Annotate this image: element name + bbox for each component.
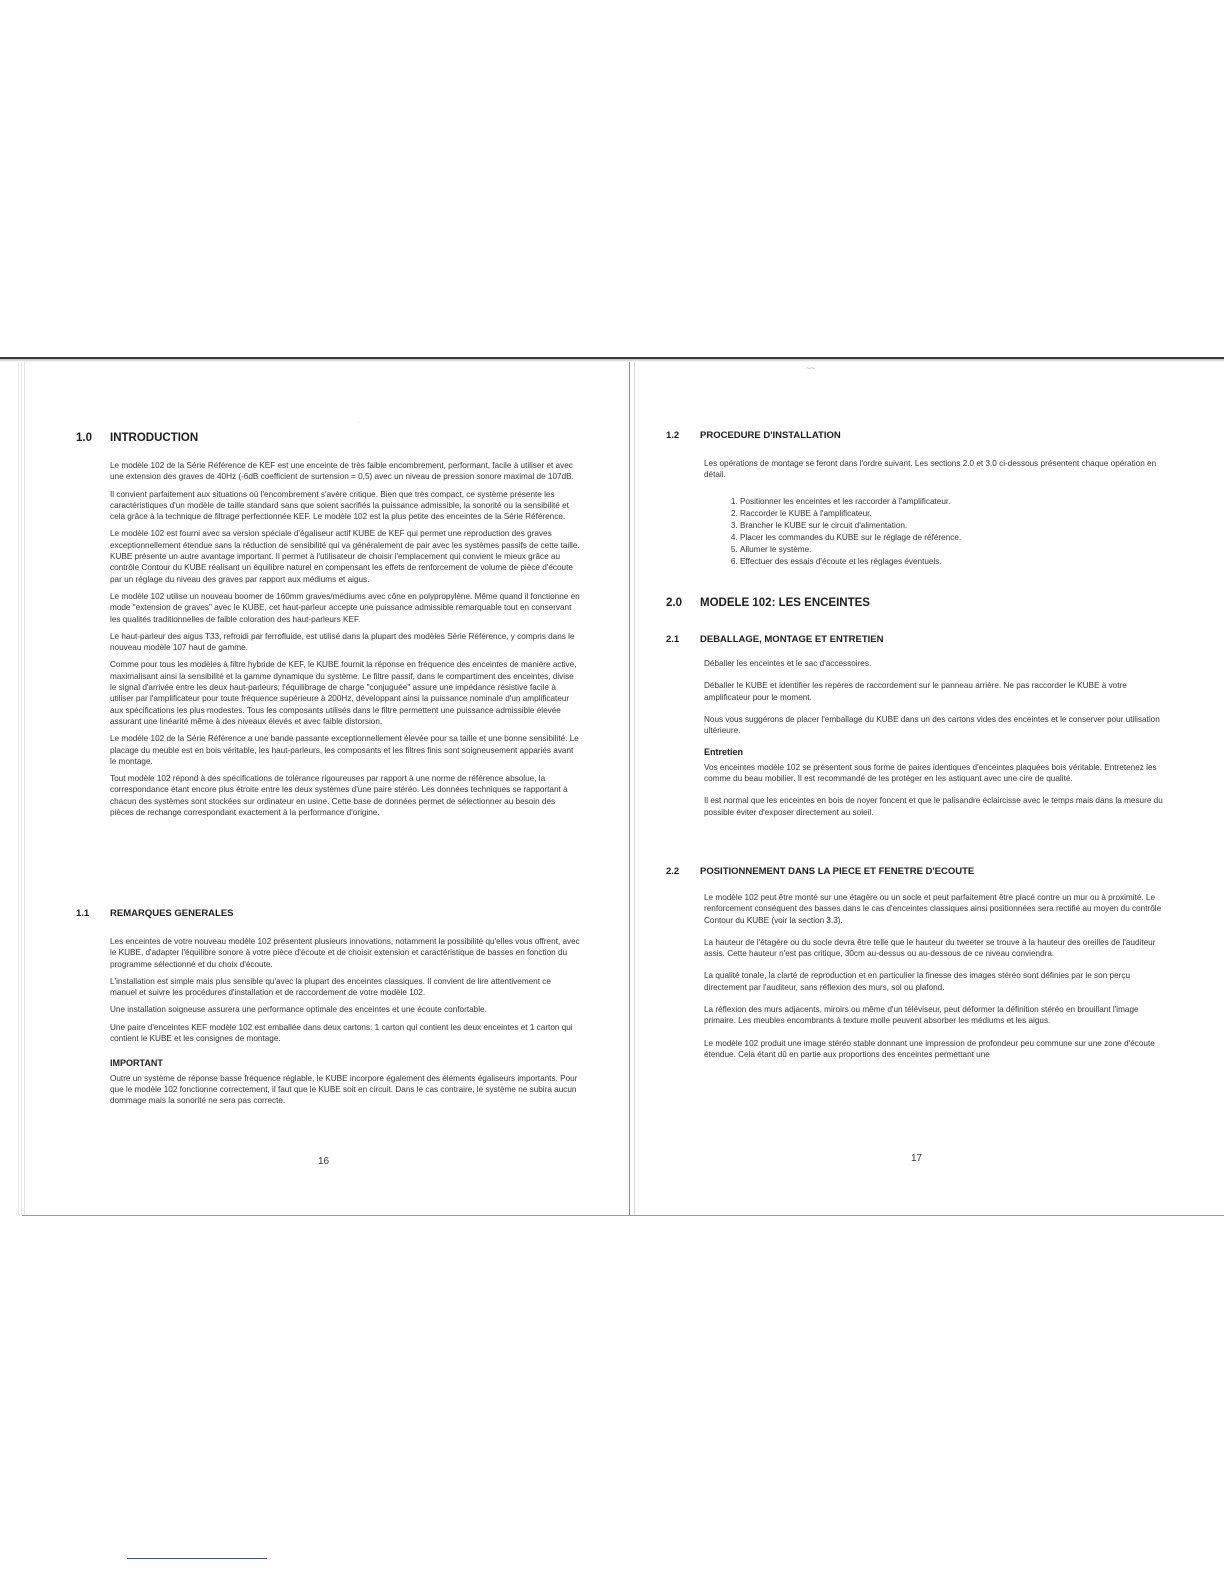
section-title: INTRODUCTION bbox=[110, 432, 199, 444]
maintenance-heading: Entretien bbox=[704, 747, 744, 758]
important-heading: IMPORTANT bbox=[110, 1058, 163, 1069]
section-number: 1.0 bbox=[76, 432, 92, 444]
page-edge-left bbox=[18, 362, 26, 1215]
paragraph: Vos enceintes modèle 102 se présentent sous forme de paires identiques d'enceintes plaquées bois véritable. Entretenez les comme du beau mobilier. Il est recommandé de les protéger en les astiquant avec une cire de qualité. bbox=[704, 762, 1157, 784]
section-heading-1-0 bbox=[76, 432, 198, 444]
page-number: 16 bbox=[318, 1156, 330, 1167]
paragraph: Le modèle 102 produit une image stéréo stable donnant une impression de profondeur peu commune sur une zone d'écoute étendue. Cela étant dû en partie aux proportions des enceintes permettant une bbox=[704, 1038, 1155, 1059]
scan-bottom-border bbox=[22, 1215, 1224, 1216]
section-title: POSITIONNEMENT DANS LA PIECE ET FENETRE D'ECOUTE bbox=[700, 866, 975, 877]
paragraph: La hauteur de l'étagère ou du socle devra être telle que le hauteur du tweeter se trouve à la hauteur des oreilles de l'auditeur assis. Cette hauteur n'est pas critique, 30cm au-dessus ou au-dessous de ce niveau conviendra. bbox=[704, 937, 1156, 959]
paragraph: Le modèle 102 de la Série Référence de KEF est une enceinte de très faible encombrement, performant, facile à utiliser et avec une extension des graves de 40Hz (-6dB coefficient de surtension = 0,5) avec un niveau de pression sonore maximal de 107dB. bbox=[110, 461, 574, 482]
section-heading-2-0 bbox=[666, 597, 870, 609]
footer-underline bbox=[127, 1558, 267, 1559]
page-number: 17 bbox=[911, 1153, 923, 1164]
scan-speck: ~~ bbox=[806, 364, 816, 373]
section-number: 2.1 bbox=[666, 634, 680, 645]
step-item: 1. Positionner les enceintes et les raccorder à l'amplificateur. bbox=[740, 496, 1170, 508]
section-title: PROCEDURE D'INSTALLATION bbox=[700, 430, 841, 441]
paragraph: L'installation est simple mais plus sensible qu'avec la plupart des enceintes classiques. Il convient de lire attentivement ce manuel et suivre les procédures d'installation et de raccordement de votre modèle 102. bbox=[110, 976, 551, 998]
paragraph: La qualité tonale, la clarté de reproduction et en particulier la finesse des images stéréo sont définies par le son perçu directement par l'auditeur, sans réflexion des murs, sol ou plafond. bbox=[704, 971, 1131, 992]
section-number: 2.2 bbox=[666, 866, 680, 877]
section-number: 1.1 bbox=[76, 908, 90, 919]
step-item: 6. Effectuer des essais d'écoute et les réglages éventuels. bbox=[740, 556, 1170, 568]
paragraph: Il convient parfaitement aux situations où l'encombrement s'avère critique. Bien que très compact, ce système présente les caractéristiques d'un modèle de taille standard sans que soient sacrifiés la puissance admissible, la sonorité ou la sensibilité et cela grâce à la technique de filtrage perfectionnée KEF. Le modèle 102 est la plus petite des enceintes de la Série Référence. bbox=[110, 489, 569, 522]
general-remarks-text bbox=[110, 936, 580, 1113]
section-title: MODELE 102: LES ENCEINTES bbox=[700, 597, 870, 609]
section-heading-2-2 bbox=[666, 866, 974, 877]
section-number: 2.0 bbox=[666, 597, 682, 609]
paragraph: La réflexion des murs adjacents, miroirs ou même d'un téléviseur, peut déformer la définition stéréo en brouillant l'image primaire. Les meubles encombrants à texture molle peuvent absorber les médiums et les aigus. bbox=[704, 1005, 1139, 1026]
step-item: 3. Brancher le KUBE sur le circuit d'alimentation. bbox=[740, 520, 1170, 532]
paragraph: Le modèle 102 peut être monté sur une étagère ou un socle et peut parfaitement être placé contre un mur ou à proximité. Le renforcement conséquent des basses dans le cas d'enceintes classiques ainsi positionnées sera rectifié au moyen du contrôle Contour du KUBE (voir la section 3.3). bbox=[704, 893, 1162, 925]
intro-text bbox=[110, 460, 580, 824]
paragraph: Déballer le KUBE et identifier les repères de raccordement sur le panneau arrière. Ne pas raccorder le KUBE à votre amplificateur pour le moment. bbox=[704, 681, 1127, 702]
section-number: 1.2 bbox=[666, 430, 680, 441]
paragraph: Il est normal que les enceintes en bois de noyer foncent et que le palisandre éclaircisse avec le temps mais dans la mesure du possible éviter d'exposer directement au soleil. bbox=[704, 796, 1163, 817]
paragraph: Une paire d'enceintes KEF modèle 102 est emballée dans deux cartons: 1 carton qui contient les deux enceintes et 1 carton qui contient le KUBE et les consignes de montage. bbox=[110, 1022, 573, 1044]
paragraph: Déballer les enceintes et le sac d'accessoires. bbox=[704, 659, 872, 668]
paragraph: Nous vous suggérons de placer l'emballage du KUBE dans un des cartons vides des enceintes et le conserver pour utilisation ultérieure. bbox=[704, 714, 1160, 736]
paragraph: Les opérations de montage se feront dans l'ordre suivant. Les sections 2.0 et 3.0 ci-dessous présentent chaque opération en détail. bbox=[704, 459, 1157, 480]
unpacking-text bbox=[704, 658, 1164, 824]
paragraph: Le modèle 102 est fourni avec sa version spéciale d'égaliseur actif KUBE de KEF qui permet une reproduction des graves exceptionnellement étendue sans la réduction de sensibilité qui va généralement de pair avec les systèmes passifs de cette taille. KUBE présente un autre avantage important. Il permet à l'utilisateur de choisir l'emplacement qui convient le mieux grâce au contrôle Contour du KUBE réalisant un équilibre naturel en compensant les effets de renforcement de volume de pièce d'écoute par un réglage du niveau des graves par rapport aux médiums et aigus. bbox=[110, 529, 580, 584]
section-heading-1-1 bbox=[76, 908, 234, 919]
step-item: 2. Raccorder le KUBE à l'amplificateur. bbox=[740, 508, 1170, 520]
paragraph: Les enceintes de votre nouveau modèle 102 présentent plusieurs innovations, notamment la possibilité qu'elles vous offrent, avec le KUBE, d'adapter l'équilibre sonore à votre pièce d'écoute et de choisir extension et caractéristique de basses en fonction du programme sélectionné et du choix d'écoute. bbox=[110, 937, 580, 969]
section-title: REMARQUES GENERALES bbox=[110, 908, 234, 919]
section-title: DEBALLAGE, MONTAGE ET ENTRETIEN bbox=[700, 634, 884, 645]
page-gutter-shadow bbox=[634, 362, 635, 1215]
scan-speck: · bbox=[357, 418, 360, 427]
paragraph: Une installation soigneuse assurera une performance optimale des enceintes et une écoute confortable. bbox=[110, 1005, 487, 1015]
section-heading-2-1 bbox=[666, 634, 884, 645]
section-heading-1-2 bbox=[666, 430, 841, 441]
right-page bbox=[638, 362, 1224, 1215]
installation-steps bbox=[708, 496, 1170, 567]
left-page bbox=[30, 362, 626, 1215]
paragraph: Tout modèle 102 répond à des spécifications de tolérance rigoureuses par rapport à une norme de référence absolue, la correspondance étant encore plus étroite entre les deux systèmes d'une paire stéréo. Les données techniques se rapportant à chacun des systèmes sont stockées sur ordinateur en usine. Cette base de données permet de sélectionner au besoin des pièces de rechange correspondant exactement à la performance d'origine. bbox=[110, 774, 568, 818]
paragraph: Le haut-parleur des aigus T33, refroidi par ferrofluide, est utilisé dans la plupart des modèles Série Référence, y compris dans le nouveau modèle 107 haut de gamme. bbox=[110, 631, 575, 653]
step-item: 5. Allumer le système. bbox=[740, 544, 1170, 556]
paragraph: Comme pour tous les modèles à filtre hybride de KEF, le KUBE fournit la réponse en fréquence des enceintes de manière active, maximalisant ainsi la sensibilité et la gamme dynamique du système. Le filtre passif, dans le compartiment des enceintes, divise le signal d'arrivée entre les deux haut-parleurs; l'équilibrage de charge "conjuguée" assure une impédance résistive facile à utiliser par l'amplificateur pour toute fréquence supérieure à 200Hz, développant ainsi la puissance nominale d'un amplificateur aux spécifications les plus modestes. Tous les composants utilisés dans le filtre permettent une puissance admissible élevée assurant une linéarité même à des niveaux élevés et avec faible distorsion. bbox=[110, 660, 577, 726]
paragraph: Le modèle 102 utilise un nouveau boomer de 160mm graves/médiums avec cône en polypropylène. Même quand il fonctionne en mode "extension de graves" avec le KUBE, cet haut-parleur accepte une puissance admissible remarquable tout en conservant les qualités traditionnelles de faible coloration des haut-parleurs KEF. bbox=[110, 591, 580, 624]
page-gutter bbox=[629, 362, 630, 1215]
positioning-text bbox=[704, 892, 1164, 1066]
important-paragraph: Outre un système de réponse basse fréquence réglable, le KUBE incorpore également des éléments égaliseurs importants. Pour que le modèle 102 fonctionne correctement, il faut que le KUBE soit en circuit. Dans le cas contraire, le système ne subira aucun dommage mais la sonorité ne sera pas correcte. bbox=[110, 1073, 578, 1106]
step-item: 4. Placer les commandes du KUBE sur le réglage de référence. bbox=[740, 532, 1170, 544]
paragraph: Le modèle 102 de la Série Référence a une bande passante exceptionnellement élevée pour sa taille et une bonne sensibilité. Le placage du meuble est en bois véritable, les haut-parleurs, les composants et les filtres finis sont soigneusement appariés avant le montage. bbox=[110, 734, 579, 766]
procedure-intro bbox=[704, 458, 1164, 487]
